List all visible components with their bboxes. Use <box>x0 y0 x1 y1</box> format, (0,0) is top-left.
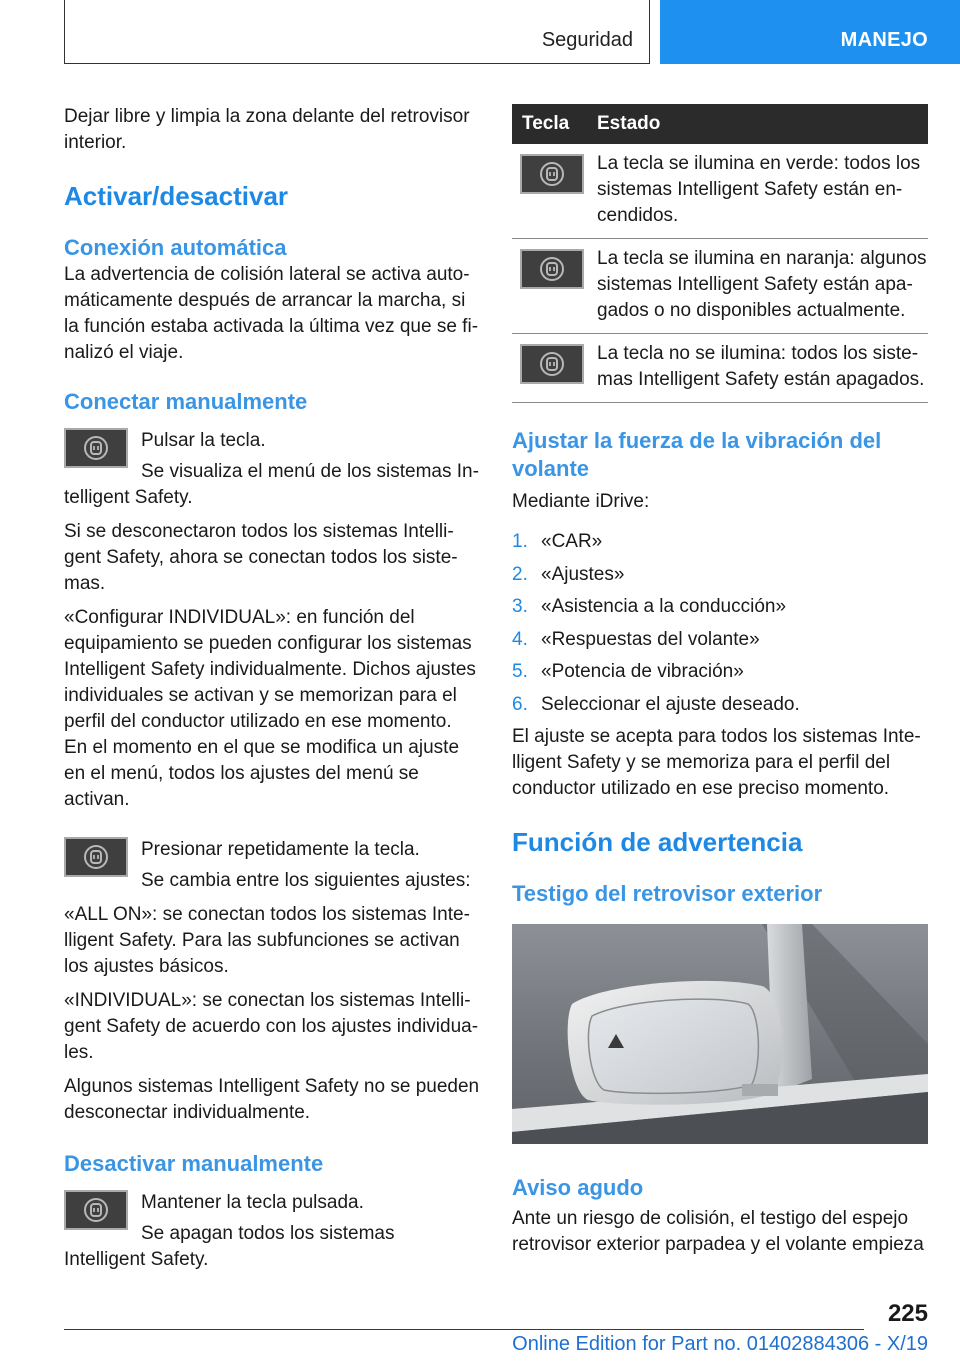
footer-divider <box>64 1329 864 1330</box>
header-frame <box>64 0 650 64</box>
intro-text: Dejar libre y limpia la zona delante del retrovisor interior. <box>64 106 470 153</box>
heading-funcion: Función de advertencia <box>512 827 803 857</box>
table-row <box>512 144 928 239</box>
key-hold-line2: Se apagan todos los sistemas Intelligent Safety. <box>64 1223 395 1270</box>
intelligent-safety-key-icon <box>520 249 584 289</box>
table-state-text: La tecla no se ilumina: todos los sistemas Intelligent Safety están apagados. <box>588 334 928 403</box>
key-hold-line1: Mantener la tecla pulsada. <box>141 1192 364 1213</box>
list-item: 2. «Ajustes» <box>512 563 625 585</box>
header-chapter-label: MANEJO <box>840 29 928 51</box>
list-item: 4. «Respuestas del volante» <box>512 628 760 650</box>
desconectaron-text: Si se desconectaron todos los sistemas Intelligent Safety, ahora se conectan todos los sistemas. <box>64 521 458 594</box>
intelligent-safety-key-icon <box>64 428 128 468</box>
list-item: 3. «Asistencia a la conducción» <box>512 596 787 617</box>
table-row <box>512 239 928 334</box>
footer-edition: Online Edition for Part no. 01402884306 - X/19 <box>512 1333 928 1355</box>
heading-conectar: Conectar manualmente <box>64 389 308 414</box>
heading-conexion: Conexión automática <box>64 235 287 260</box>
allon-text: «ALL ON»: se conectan todos los sistemas Intelligent Safety. Para las subfunciones se activan los ajustes básicos. <box>64 904 470 977</box>
intelligent-safety-key-icon <box>520 344 584 384</box>
list-item: 6. Seleccionar el ajuste deseado. <box>512 693 800 715</box>
right-column <box>512 104 928 1258</box>
key-row-hold <box>64 1190 480 1273</box>
heading-testigo: Testigo del retrovisor exterior <box>512 881 823 906</box>
aviso-text: Ante un riesgo de colisión, el testigo del espejo retrovisor exterior parpadea y el volante empieza <box>512 1208 924 1255</box>
table-header-state: Estado <box>588 104 928 144</box>
heading-desactivar: Desactivar manualmente <box>64 1151 324 1176</box>
heading-aviso: Aviso agudo <box>512 1175 644 1200</box>
key-press-line1: Pulsar la tecla. <box>141 430 266 451</box>
key-repeat-line1: Presionar repetidamente la tecla. <box>141 839 420 860</box>
key-row-repeat <box>64 837 480 894</box>
conexion-text: La advertencia de colisión lateral se activa automáticamente después de arrancar la marcha, si la función estaba activada la última vez que se finalizó el viaje. <box>64 264 479 363</box>
algunos-text: Algunos sistemas Intelligent Safety no se pueden desconectar individualmente. <box>64 1076 480 1123</box>
header-chapter-tab[interactable] <box>660 0 960 64</box>
mediante-text: Mediante iDrive: <box>512 491 650 512</box>
intelligent-safety-key-icon <box>64 1190 128 1230</box>
table-row <box>512 334 928 403</box>
heading-activar: Activar/desactivar <box>64 181 289 211</box>
key-state-table <box>512 104 928 403</box>
key-repeat-line2: Se cambia entre los siguientes ajustes: <box>141 870 471 891</box>
idrive-steps <box>512 529 928 718</box>
table-state-text: La tecla se ilumina en naranja: algunos sistemas Intelligent Safety están apagados o no disponibles actualmente. <box>588 239 928 334</box>
intelligent-safety-key-icon <box>520 154 584 194</box>
mirror-illustration <box>512 924 928 1144</box>
key-row-press <box>64 428 480 511</box>
individual-text: «INDIVIDUAL»: se conectan los sistemas Intelligent Safety de acuerdo con los ajustes individuales. <box>64 990 479 1063</box>
key-press-line2: Se visualiza el menú de los sistemas Intelligent Safety. <box>64 461 479 508</box>
configurar-text: «Configurar INDIVIDUAL»: en función del equipamiento se pueden configurar los sistemas Intelligent Safety individualmente. Dichos ajustes individuales se activan y se memorizan para el perfil del conductor utilizado en ese momento. En el momento en el que se modifica un ajuste en el menú, todos los ajustes del menú se activan. <box>64 607 476 810</box>
mirror-photo <box>512 924 928 1144</box>
page-number: 225 <box>887 1300 928 1327</box>
left-column <box>64 104 480 1273</box>
header-section-title: Seguridad <box>541 29 633 51</box>
table-header-key: Tecla <box>512 104 588 144</box>
intelligent-safety-key-icon <box>64 837 128 877</box>
heading-ajustar: Ajustar la fuerza de la vibración del volante <box>512 428 882 481</box>
list-item: 1. «CAR» <box>512 531 603 552</box>
list-item: 5. «Potencia de vibración» <box>512 661 744 682</box>
table-state-text: La tecla se ilumina en verde: todos los sistemas Intelligent Safety están encendidos. <box>588 144 928 239</box>
ajuste-text: El ajuste se acepta para todos los sistemas Intelligent Safety y se memoriza para el perfil del conductor utilizado en ese preciso momento. <box>512 726 921 799</box>
